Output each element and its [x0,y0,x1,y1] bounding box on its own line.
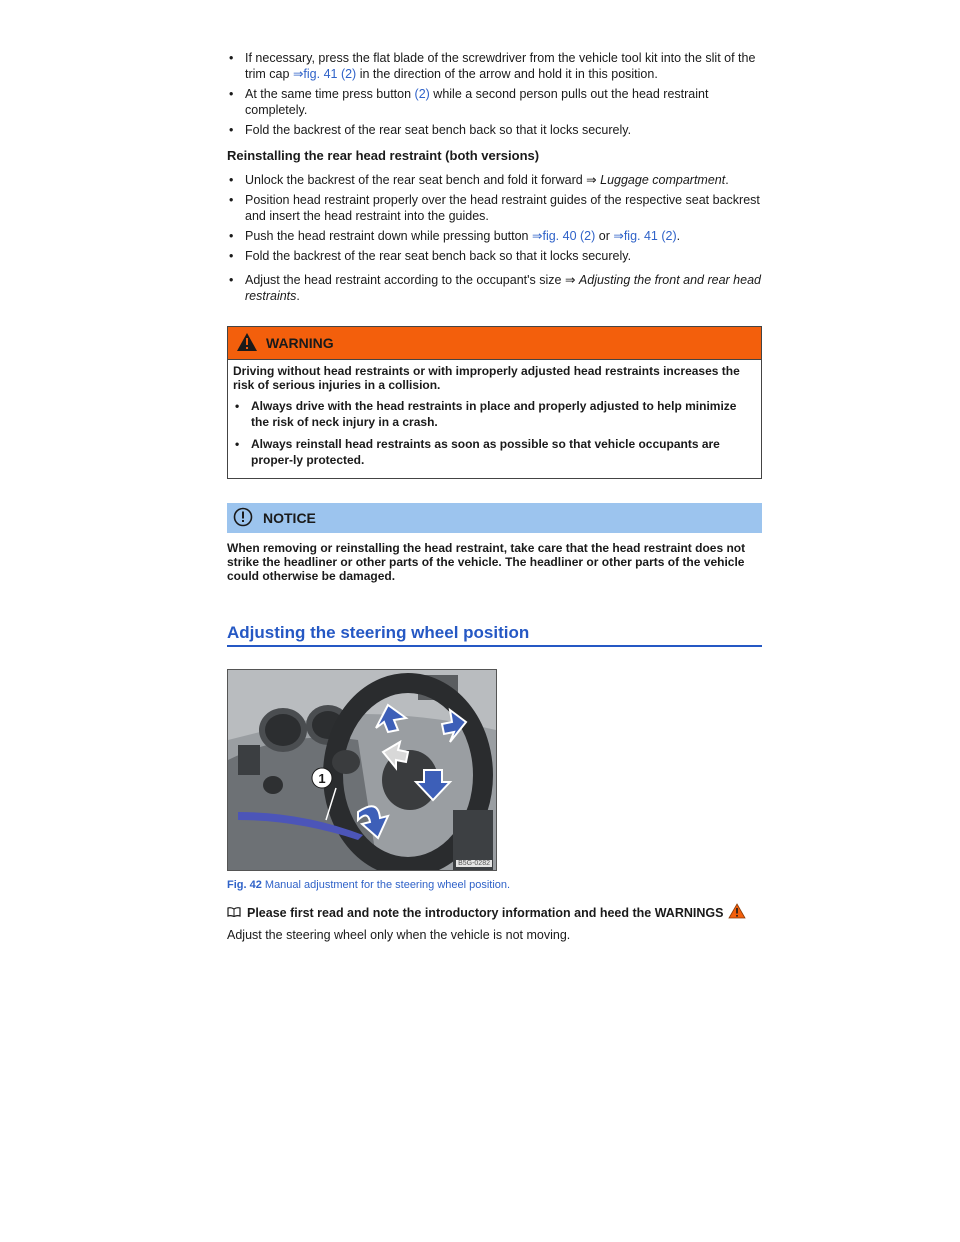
book-icon [227,906,241,920]
bullet-list-reinstall [227,172,762,304]
button-ref-link[interactable]: (2) [414,87,430,101]
xref-link[interactable]: Adjusting the front and rear head restraints [245,273,761,303]
steering-wheel-figure [227,669,497,871]
exclamation-circle-icon [233,507,253,530]
final-text: Adjust the steering wheel only when the vehicle is not moving. [227,928,571,942]
fig-link[interactable]: fig. 41 (2) [303,67,357,81]
warning-triangle-icon [236,332,258,355]
section-title: Adjusting the steering wheel position [227,623,762,647]
warning-header [228,327,761,360]
list-item: • Always drive with the head restraints in place and properly adjusted to help minimize the risk of neck injury in a crash. [235,399,737,429]
callout-label: 1 [318,771,326,786]
steering-wheel-illustration [228,670,496,870]
reinstall-heading: Reinstalling the rear head restraint (both versions) [227,148,540,163]
figure-tag: B5G-0282 [458,860,490,867]
xref-link[interactable]: Luggage compartment [600,173,726,187]
warning-title: WARNING [266,335,334,351]
bullet-list-top [227,50,762,138]
fig-link[interactable]: ⇒ [292,67,304,81]
list-item: • Push the head restraint down while pressing button ⇒fig. 40 (2) or ⇒fig. 41 (2). [229,229,681,243]
warning-intro: Driving without head restraints or with improperly adjusted head restraints increases the risk of serious injuries in a collision. [233,364,740,392]
list-item: • Position head restraint properly over the head restraint guides of the respective seat backrest and insert the head restraint into the guides. [229,193,760,223]
fig-link[interactable]: fig. 41 (2) [623,229,677,243]
warning-triangle-icon[interactable] [728,903,746,922]
list-item: • At the same time press button (2) while a second person pulls out the head restraint completely. [229,87,709,117]
warning-body [228,360,761,478]
list-item: • Always reinstall head restraints as soon as possible so that vehicle occupants are proper-ly protected. [235,437,720,467]
notice-text: When removing or reinstalling the head restraint, take care that the head restraint does not strike the headliner or other parts of the vehicle. The headliner or other parts of the vehicle could otherwise be damaged. [227,541,746,583]
fig-link[interactable]: ⇒ [531,229,543,243]
fig-link[interactable]: fig. 40 (2) [542,229,596,243]
fig-link[interactable]: ⇒ [613,229,624,243]
list-item: • If necessary, press the flat blade of the screwdriver from the vehicle tool kit into the slit of the trim cap ⇒fig. 41 (2) in the direction of the arrow and hold it in this position. [229,51,756,81]
list-item: • Fold the backrest of the rear seat bench back so that it locks securely. [229,123,632,137]
list-item: • Unlock the backrest of the rear seat bench and fold it forward ⇒ Luggage compartment. [229,173,729,187]
figure-caption: Fig. 42 Manual adjustment for the steering wheel position. [227,879,511,891]
list-item: • Fold the backrest of the rear seat bench back so that it locks securely. [229,249,632,263]
list-item: • Adjust the head restraint according to the occupant's size ⇒ Adjusting the front and rear head restraints. [229,273,761,303]
intro-line: Please first read and note the introductory information and heed the WARNINGS [227,903,762,922]
notice-title: NOTICE [263,510,316,526]
notice-header [227,503,762,533]
manual-page [227,50,762,942]
warning-box [227,326,762,479]
